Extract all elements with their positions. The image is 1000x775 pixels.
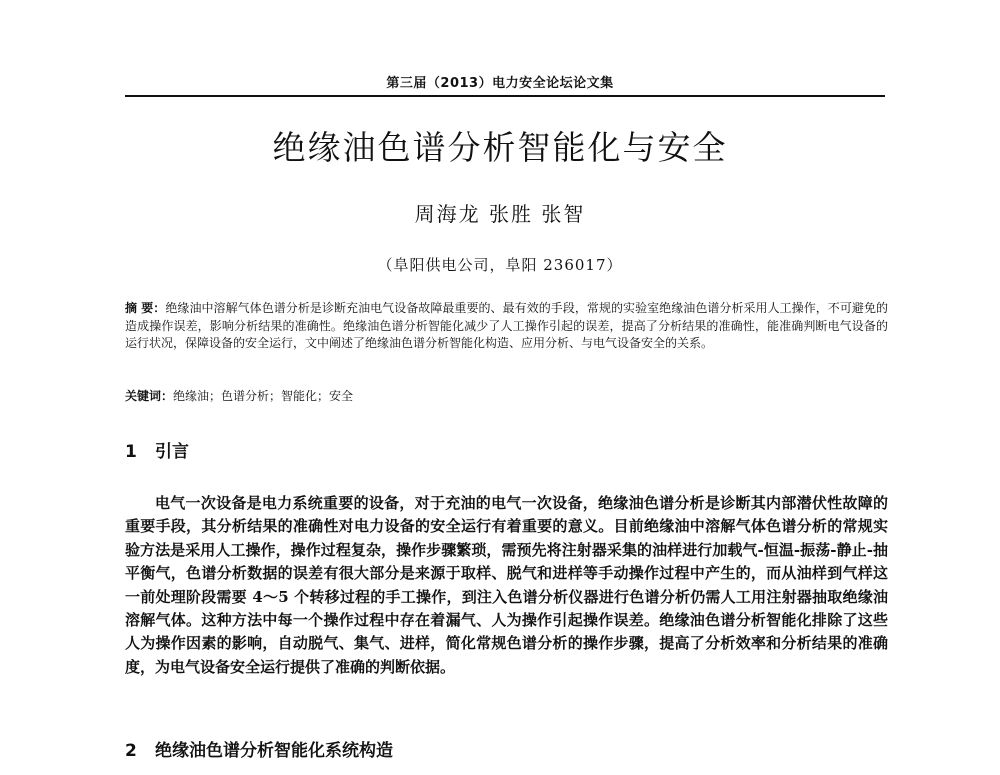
keywords-text: 绝缘油；色谱分析；智能化；安全: [173, 389, 354, 403]
section-number: 2: [125, 741, 137, 761]
abstract: [125, 300, 888, 353]
running-header: 第三届（2013）电力安全论坛论文集: [386, 76, 614, 91]
section-heading-2: [125, 736, 393, 761]
abstract-label: 摘 要：: [125, 301, 166, 315]
paper-affiliation: （阜阳供电公司，阜阳 236017）: [377, 256, 623, 274]
abstract-text: 绝缘油中溶解气体色谱分析是诊断充油电气设备故障最重要的、最有效的手段，常规的实验室绝缘油色谱分析采用人工操作，不可避免的造成操作误差，影响分析结果的准确性。绝缘油色谱分析智能化减少了人工操作引起的误差，提高了分析结果的准确性，能准确判断电气设备的运行状况，保障设备的安全运行，文中阐述了绝缘油色谱分析智能化构造、应用分析、与电气设备安全的关系。: [125, 301, 888, 350]
section-title: 引言: [155, 442, 189, 462]
paper-title: 绝缘油色谱分析智能化与安全: [272, 128, 728, 167]
section-1-body: 电气一次设备是电力系统重要的设备，对于充油的电气一次设备，绝缘油色谱分析是诊断其内部潜伏性故障的重要手段，其分析结果的准确性对电力设备的安全运行有着重要的意义。目前绝缘油中溶解气体色谱分析的常规实验方法是采用人工操作，操作过程复杂，操作步骤繁琐，需预先将注射器采集的油样进行加载气-恒温-振荡-静止-抽平衡气，色谱分析数据的误差有很大部分是来源于取样、脱气和进样等手动操作过程中产生的，而从油样到气样这一前处理阶段需要 4～5 个转移过程的手工操作，到注入色谱分析仪器进行色谱分析仍需人工用注射器抽取绝缘油溶解气体。这种方法中每一个操作过程中存在着漏气、人为操作引起操作误差。绝缘油色谱分析智能化排除了这些人为操作因素的影响，自动脱气、集气、进样，简化常规色谱分析的操作步骤，提高了分析效率和分析结果的准确度，为电气设备安全运行提供了准确的判断依据。: [125, 494, 888, 676]
section-number: 1: [125, 442, 137, 462]
section-heading-1: [125, 437, 189, 462]
paper-authors: 周海龙 张胜 张智: [414, 202, 586, 226]
keywords-label: 关键词：: [125, 389, 174, 403]
keywords: [125, 387, 888, 404]
section-title: 绝缘油色谱分析智能化系统构造: [155, 741, 393, 761]
header-rule: [125, 95, 885, 97]
